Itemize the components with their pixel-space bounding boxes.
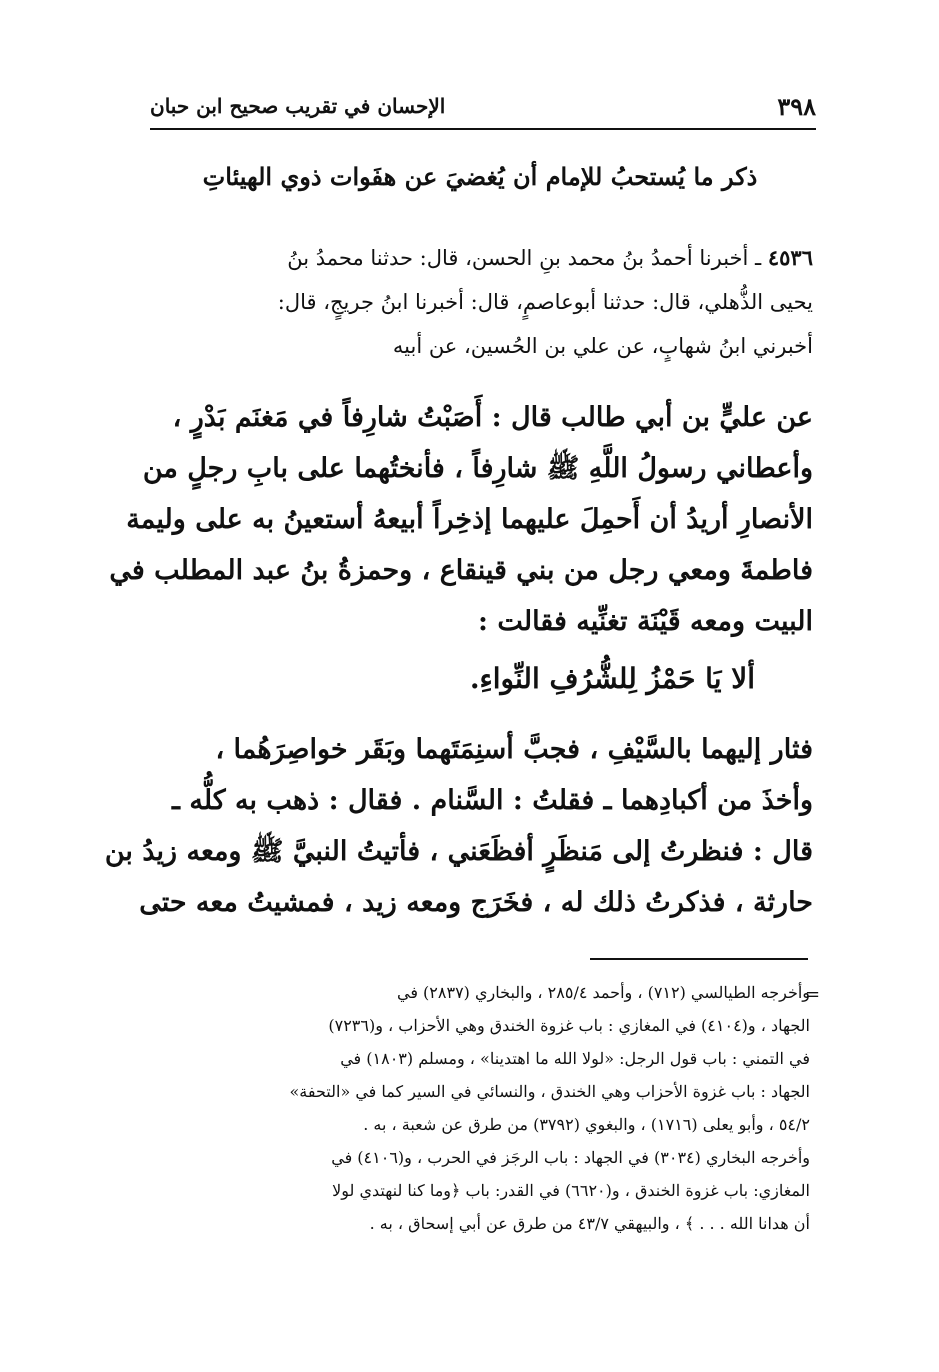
footnote-line-4: الجهاد : باب غزوة الأحزاب وهي الخندق ، والنسائي في السير كما في «التحفة» (289, 1082, 810, 1101)
hadith-number: ٤٥٣٦ (767, 245, 813, 270)
footnote-line-3: في التمني : باب قول الرجل: «لولا الله ما اهتدينا» ، ومسلم (١٨٠٣) في (340, 1049, 810, 1068)
footnote-line-8: أن هدانا الله . . . ﴾ ، والبيهقي ٤٣/٧ من طرق عن أبي إسحاق ، به . (369, 1214, 810, 1233)
footnote-line-7: المغازي: باب غزوة الخندق ، و(٦٦٢٠) في القدر: باب ﴿وما كنا لنهتدي لولا (332, 1181, 810, 1200)
isnad-line-3: أخبرني ابنُ شهابٍ، عن علي بن الحُسين، عن أبيه (392, 334, 813, 358)
page-header (150, 88, 816, 130)
footnote-line-1: وأخرجه الطيالسي (٧١٢) ، وأحمد ٢٨٥/٤ ، والبخاري (٢٨٣٧) في (396, 983, 810, 1002)
matn2-line-4: حارثة ، فذكرتُ ذلك له ، فخَرَج ومعه زيد ، فمشيتُ معه حتى (139, 887, 813, 918)
footnote-separator (590, 958, 808, 960)
isnad-line-1 (138, 236, 813, 280)
poetry-verse: ألا يَا حَمْزُ لِلشُّرُفِ النِّواءِ. (469, 662, 755, 695)
matn-line-2: وأعطاني رسولُ اللَّهِ ﷺ شارِفاً ، فأنختُهما على بابِ رجلٍ من (142, 453, 813, 484)
hadith-matn (109, 392, 813, 647)
matn-line-1: عن عليٍّ بن أبي طالب قال : أَصَبْتُ شارِفاً في مَغنَم بَدْرٍ ، (172, 402, 813, 433)
matn-line-5: البيت ومعه قَيْنَة تغنِّيه فقالت : (477, 606, 813, 637)
isnad-line-1-text: ـ أخبرنا أحمدُ بنُ محمد بنِ الحسن، قال: حدثنا محمدُ بنُ (287, 246, 762, 270)
page-number: ٣٩٨ (777, 92, 816, 121)
isnad-line-2: يحيى الذُّهلي، قال: حدثنا أبوعاصمٍ، قال: أخبرنا ابنُ جريجٍ، قال: (277, 290, 813, 314)
footnote-continuation-marker: = (805, 984, 821, 1005)
footnote-line-5: ٥٤/٢ ، وأبو يعلى (١٧١٦) ، والبغوي (٣٧٩٢) من طرق عن شعبة ، به . (363, 1115, 810, 1134)
running-title: الإحسان في تقريب صحيح ابن حبان (150, 94, 446, 118)
hadith-matn-continued (104, 724, 813, 928)
matn2-line-3: قال : فنظرتُ إلى مَنظَرٍ أفظَعَني ، فأتيتُ النبيَّ ﷺ ومعه زيدُ بن (104, 836, 813, 867)
footnote-line-6: وأخرجه البخاري (٣٠٣٤) في الجهاد : باب الرجَز في الحرب ، و(٤١٠٦) في (331, 1148, 810, 1167)
matn2-line-1: فثار إليهما بالسَّيْفِ ، فجبَّ أسنِمَتَهما وبَقَر خواصِرَهُما ، (215, 734, 813, 765)
hadith-isnad (138, 236, 813, 368)
matn-line-4: فاطمةَ ومعي رجل من بني قينقاع ، وحمزةُ بنُ عبد المطلب في (109, 555, 813, 586)
chapter-title: ذكر ما يُستحبُ للإمام أن يُغضيَ عن هفَوات ذوي الهيئاتِ (202, 162, 758, 191)
matn-line-3: الأنصارِ أريدُ أن أَحمِلَ عليهما إذخِراً أبيعهُ أستعينُ به على وليمة (126, 504, 813, 535)
footnotes (150, 976, 810, 1240)
footnote-line-2: الجهاد ، و(٤١٠٤) في المغازي : باب غزوة الخندق وهي الأحزاب ، و(٧٢٣٦) (328, 1016, 810, 1035)
matn2-line-2: وأخذَ من أكبادِهما ـ فقلتُ : السَّنام . فقال : ذهب به كلُّه ـ (172, 785, 813, 816)
